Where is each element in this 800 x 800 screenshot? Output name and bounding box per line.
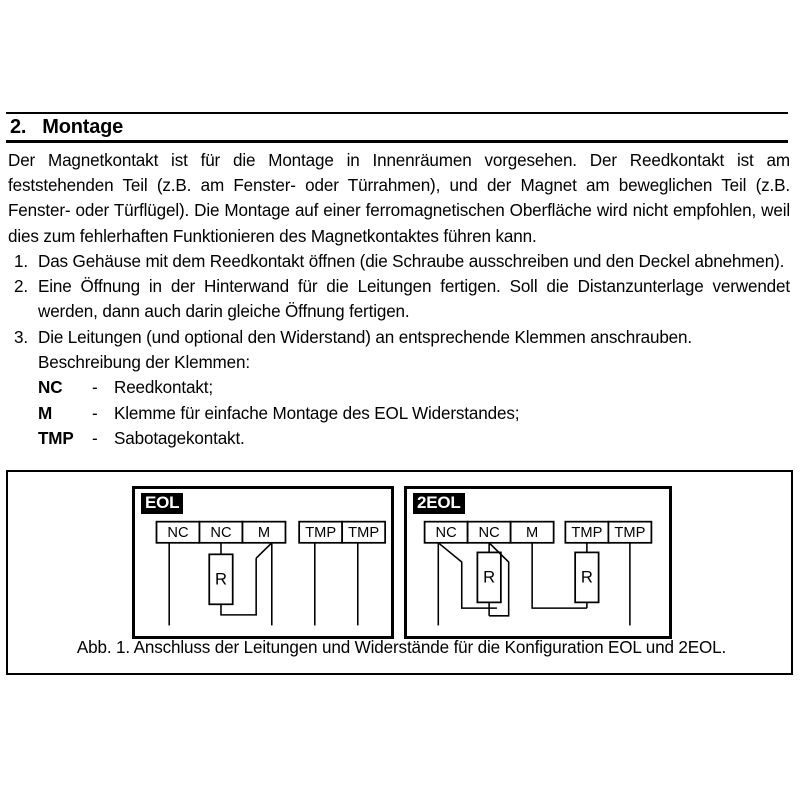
diagram-label-eol: EOL [141, 493, 183, 514]
heading-row [6, 114, 788, 140]
terminal-label: TMP [571, 525, 603, 541]
figure-caption: Abb. 1. Anschluss der Leitungen und Widerstände für die Konfiguration EOL und 2EOL. [76, 638, 727, 657]
terminal-dash: - [92, 429, 98, 449]
heading-rule-bottom [6, 140, 788, 143]
terminal-dash: - [92, 378, 98, 398]
list-item [8, 325, 790, 350]
resistor-label: R [214, 570, 227, 589]
resistor-label: R [580, 568, 593, 587]
2eol-schematic [407, 489, 669, 636]
terminal-description: Reedkontakt; [114, 378, 213, 398]
terminal-key: M [38, 403, 53, 423]
step-number: 2. [14, 277, 28, 297]
wiring-diagram-2eol [404, 486, 672, 639]
step-text: Das Gehäuse mit dem Reedkontakt öffnen (die Schraube ausschreiben und den Deckel abnehmen). [38, 252, 785, 271]
terminal-key: TMP [38, 429, 74, 449]
terminal-row-nc [38, 375, 790, 401]
terminal-dash: - [92, 403, 98, 423]
terminal-key: NC [38, 378, 63, 398]
steps-list [8, 249, 790, 452]
terminal-description: Sabotagekontakt. [114, 429, 245, 449]
step-number: 3. [14, 327, 28, 347]
terminal-description: Klemme für einfache Montage des EOL Widerstandes; [114, 403, 520, 423]
terminal-label: M [526, 525, 539, 541]
section-heading [6, 112, 788, 143]
heading-number: 2. [10, 116, 27, 138]
figure-frame [6, 470, 793, 675]
terminals-list [38, 375, 790, 452]
list-item [8, 274, 790, 324]
terminal-label: NC [435, 525, 457, 541]
terminal-row-tmp [38, 426, 790, 452]
terminal-label: NC [210, 525, 232, 541]
eol-schematic [135, 489, 391, 636]
terminal-row-m [38, 401, 790, 427]
terminal-label: NC [478, 525, 500, 541]
diagram-label-2eol: 2EOL [413, 493, 465, 514]
terminal-label: TMP [614, 525, 646, 541]
terminals-intro: Beschreibung der Klemmen: [38, 352, 250, 372]
list-item [8, 249, 790, 274]
heading-title: Montage [42, 116, 124, 138]
terminal-label: NC [167, 525, 189, 541]
terminal-label: TMP [305, 525, 337, 541]
step-text: Die Leitungen (und optional den Widerstand) an entsprechende Klemmen anschrauben. [38, 327, 692, 347]
step-text: Eine Öffnung in der Hinterwand für die Leitungen fertigen. Soll die Distanzunterlage verwendet werden, dann auch darin gleiche Öffnung fertigen. [38, 277, 790, 322]
intro-paragraph: Der Magnetkontakt ist für die Montage in Innenräumen vorgesehen. Der Reedkontakt ist am feststehenden Teil (z.B. am Fenster- oder Türrahmen), und der Magnet am beweglichen Teil (z.B. Fenster- oder Türflügel). Die Montage auf einer ferromagnetischen Oberfläche wird nicht empfohlen, weil dies zum fehlerhaften Funktionieren des Magnetkontaktes führen kann. [8, 151, 790, 246]
step-number: 1. [14, 252, 28, 271]
terminal-label: M [257, 525, 271, 541]
terminal-label: TMP [348, 525, 380, 541]
wiring-diagram-eol [132, 486, 394, 639]
resistor-label: R [483, 568, 496, 587]
